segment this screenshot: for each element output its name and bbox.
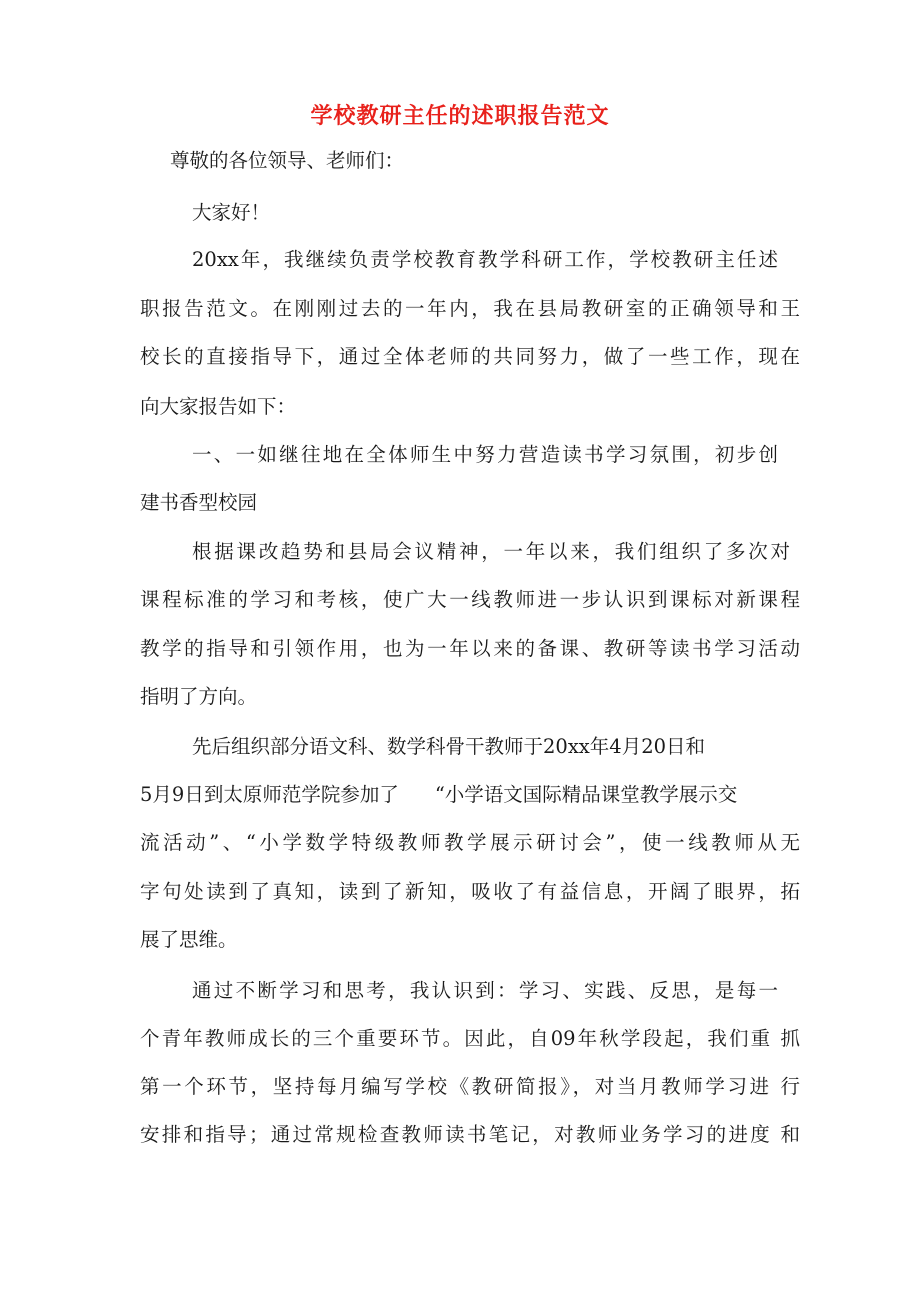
- paragraph-line: 通过不断学习和思考，我认识到：学习、实践、反思，是每一: [192, 979, 778, 1002]
- paragraph-line: 指明了方向。: [140, 685, 258, 708]
- paragraph-line: [140, 780, 800, 810]
- paragraph-line: 校长的直接指导下，通过全体老师的共同努力，做了一些工作，现在: [140, 345, 800, 368]
- paragraph-line: 展了思维。: [140, 928, 238, 951]
- paragraph-line: 向大家报告如下：: [140, 395, 297, 418]
- paragraph-line: 20xx年，我继续负责学校教育教学科研工作，学校教研主任述: [192, 248, 778, 271]
- paragraph-line: 教学的指导和引领作用，也为一年以来的备课、教研等读书学习活动: [140, 637, 800, 660]
- paragraph-fragment: “小学语文国际精品课堂教学展示交: [434, 783, 738, 806]
- paragraph-line: 安排和指导；通过常规检查教师读书笔记，对教师业务学习的进度 和: [140, 1123, 800, 1146]
- paragraph-line: 根据课改趋势和县局会议精神，一年以来，我们组织了多次对: [192, 540, 790, 563]
- section-heading-line: 建书香型校园: [140, 491, 258, 514]
- paragraph-fragment: 5月9日到太原师范学院参加了: [140, 783, 399, 806]
- section-heading-line: 一、一如继往地在全体师生中努力营造读书学习氛围，初步创: [192, 443, 778, 466]
- greeting: 大家好！: [192, 201, 271, 224]
- salutation: 尊敬的各位领导、老师们：: [170, 149, 405, 172]
- paragraph-line: 第一个环节，坚持每月编写学校《教研简报》，对当月教师学习进 行: [140, 1075, 800, 1098]
- paragraph-line: 流活动”、“小学数学特级教师教学展示研讨会”，使一线教师从无: [140, 831, 800, 854]
- paragraph-line: 先后组织部分语文科、数学科骨干教师于20xx年4月20日和: [192, 735, 706, 758]
- paragraph-line: 个青年教师成长的三个重要环节。因此，自09年秋学段起，我们重 抓: [140, 1027, 800, 1050]
- paragraph-line: 课程标准的学习和考核，使广大一线教师进一步认识到课标对新课程: [140, 588, 800, 611]
- paragraph-line: 字句处读到了真知，读到了新知，吸收了有益信息，开阔了眼界，拓: [140, 880, 800, 903]
- paragraph-line: 职报告范文。在刚刚过去的一年内，我在县局教研室的正确领导和王: [140, 297, 800, 320]
- document-title: 学校教研主任的述职报告范文: [310, 103, 610, 129]
